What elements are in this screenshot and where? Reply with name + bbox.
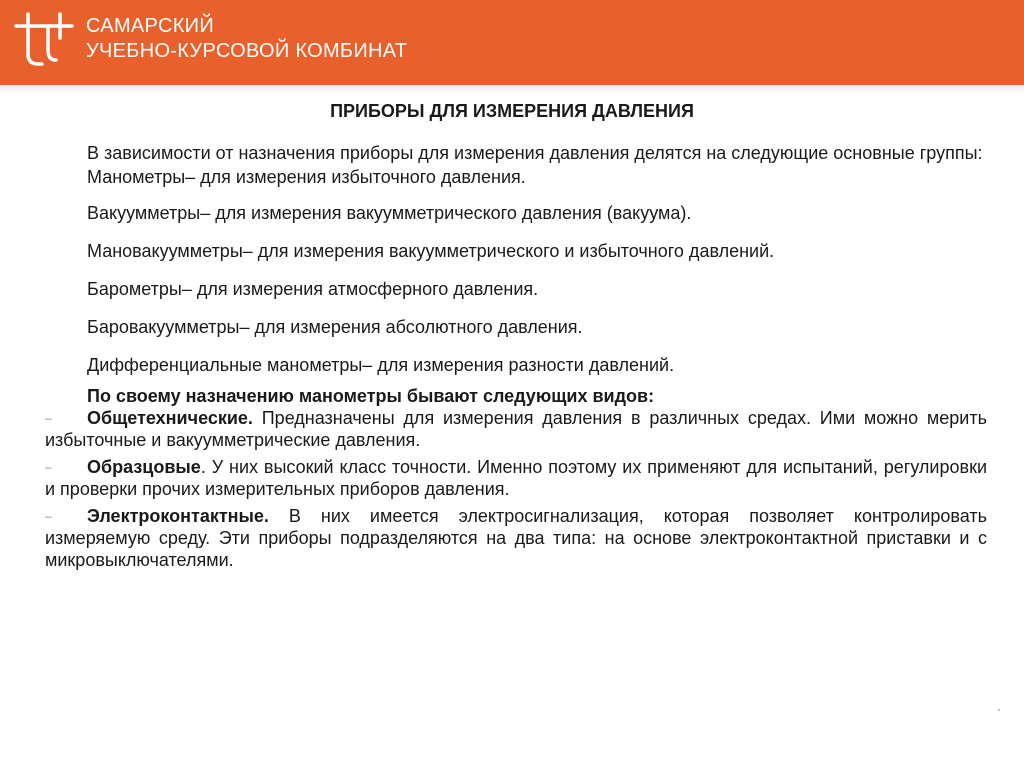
type-item-electrocontact xyxy=(45,505,987,571)
intro-paragraph: В зависимости от назначения приборы для измерения давления делятся на следующие основные группы: xyxy=(87,143,983,163)
group-item-manometers: Манометры– для измерения избыточного давления. xyxy=(87,167,526,187)
org-name-line1: САМАРСКИЙ xyxy=(86,15,215,37)
type-name: Образцовые xyxy=(87,457,201,477)
group-item-barometers: Барометры– для измерения атмосферного давления. xyxy=(87,279,539,299)
decorative-dot xyxy=(998,709,1000,711)
org-name xyxy=(86,14,407,64)
type-description: Предназначены для измерения давления в различных средах. Ими можно мерить избыточные и вакуумметрические давления. xyxy=(45,408,987,450)
org-name-line2: УЧЕБНО-КУРСОВОЙ КОМБИНАТ xyxy=(86,40,408,62)
group-item-absolute-gauges: Баровакуумметры– для измерения абсолютного давления. xyxy=(87,317,583,337)
page-title: ПРИБОРЫ ДЛЯ ИЗМЕРЕНИЯ ДАВЛЕНИЯ xyxy=(330,101,694,121)
type-description: В них имеется электросигнализация, которая позволяет контролировать измеряемую среду. Эти приборы подразделяются на два типа: на основе электроконтактной приставки и с микровыключателями. xyxy=(45,506,987,570)
header-shadow xyxy=(0,85,1024,95)
group-item-vacuum-gauges: Вакуумметры– для измерения вакуумметрического давления (вакуума). xyxy=(87,203,692,223)
type-item-reference xyxy=(45,456,987,500)
bullet-dash: – xyxy=(45,460,52,474)
type-name: Общетехнические. xyxy=(87,408,253,428)
slide-body xyxy=(45,142,987,571)
header-banner xyxy=(0,0,1024,85)
type-description: . У них высокий класс точности. Именно поэтому их применяют для испытаний, регулировки и проверки прочих измерительных приборов давления. xyxy=(45,457,987,499)
tt-plus-logo-icon xyxy=(12,10,76,70)
group-item-differential-gauges: Дифференциальные манометры– для измерения разности давлений. xyxy=(87,355,675,375)
bullet-dash: – xyxy=(45,411,52,425)
group-item-compound-gauges: Мановакуумметры– для измерения вакуумметрического и избыточного давлений. xyxy=(87,241,775,261)
type-name: Электроконтактные. xyxy=(87,506,269,526)
type-item-general xyxy=(45,407,987,451)
types-heading: По своему назначению манометры бывают следующих видов: xyxy=(87,386,655,406)
bullet-dash: – xyxy=(45,509,52,523)
